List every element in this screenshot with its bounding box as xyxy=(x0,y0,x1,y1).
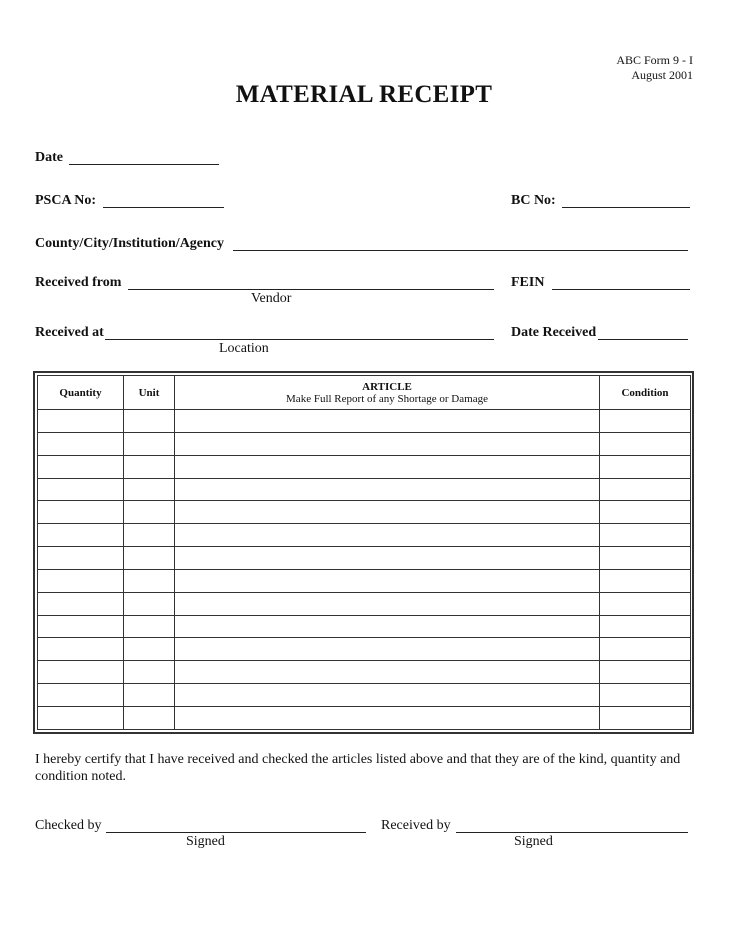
article-cell[interactable] xyxy=(175,547,600,570)
condition-cell[interactable] xyxy=(600,638,691,661)
article-cell[interactable] xyxy=(175,638,600,661)
table-header-row xyxy=(38,376,691,410)
unit-cell[interactable] xyxy=(124,569,175,592)
unit-cell[interactable] xyxy=(124,501,175,524)
condition-cell[interactable] xyxy=(600,706,691,729)
unit-cell[interactable] xyxy=(124,661,175,684)
article-cell[interactable] xyxy=(175,524,600,547)
fein-field[interactable] xyxy=(552,289,690,290)
date-received-field[interactable] xyxy=(598,339,688,340)
article-cell[interactable] xyxy=(175,592,600,615)
quantity-cell[interactable] xyxy=(38,661,124,684)
psca-field[interactable] xyxy=(103,207,224,208)
table-row xyxy=(38,684,691,707)
unit-cell[interactable] xyxy=(124,615,175,638)
article-cell[interactable] xyxy=(175,410,600,433)
table-row xyxy=(38,569,691,592)
table-row xyxy=(38,524,691,547)
checked-by-label: Checked by xyxy=(35,818,102,833)
table-row xyxy=(38,615,691,638)
page-title: MATERIAL RECEIPT xyxy=(235,81,493,108)
psca-label: PSCA No: xyxy=(35,193,97,208)
condition-cell[interactable] xyxy=(600,592,691,615)
agency-field[interactable] xyxy=(233,250,688,251)
articles-grid xyxy=(37,375,691,730)
agency-label: County/City/Institution/Agency xyxy=(35,236,225,251)
received-from-label: Received from xyxy=(35,275,122,290)
date-label: Date xyxy=(35,150,63,165)
quantity-cell[interactable] xyxy=(38,501,124,524)
table-row xyxy=(38,592,691,615)
table-row xyxy=(38,410,691,433)
condition-cell[interactable] xyxy=(600,501,691,524)
unit-cell[interactable] xyxy=(124,524,175,547)
received-from-field[interactable] xyxy=(128,289,494,290)
unit-cell[interactable] xyxy=(124,706,175,729)
col-condition: Condition xyxy=(600,376,691,410)
quantity-cell[interactable] xyxy=(38,410,124,433)
form-id xyxy=(616,53,693,83)
col-article-title: ARTICLE xyxy=(362,380,412,393)
table-row xyxy=(38,432,691,455)
article-cell[interactable] xyxy=(175,569,600,592)
quantity-cell[interactable] xyxy=(38,615,124,638)
condition-cell[interactable] xyxy=(600,478,691,501)
fein-label: FEIN xyxy=(511,275,545,290)
bc-label: BC No: xyxy=(511,193,556,208)
table-row xyxy=(38,478,691,501)
table-row xyxy=(38,547,691,570)
article-cell[interactable] xyxy=(175,661,600,684)
quantity-cell[interactable] xyxy=(38,592,124,615)
quantity-cell[interactable] xyxy=(38,547,124,570)
condition-cell[interactable] xyxy=(600,547,691,570)
table-row xyxy=(38,455,691,478)
checked-by-field[interactable] xyxy=(106,832,366,833)
condition-cell[interactable] xyxy=(600,432,691,455)
condition-cell[interactable] xyxy=(600,661,691,684)
quantity-cell[interactable] xyxy=(38,478,124,501)
condition-cell[interactable] xyxy=(600,524,691,547)
condition-cell[interactable] xyxy=(600,684,691,707)
article-cell[interactable] xyxy=(175,684,600,707)
received-at-field[interactable] xyxy=(105,339,494,340)
quantity-cell[interactable] xyxy=(38,684,124,707)
article-cell[interactable] xyxy=(175,706,600,729)
checked-by-signed-caption: Signed xyxy=(186,834,225,849)
table-row xyxy=(38,661,691,684)
article-cell[interactable] xyxy=(175,501,600,524)
col-quantity: Quantity xyxy=(38,376,124,410)
form-number: ABC Form 9 - I xyxy=(616,53,693,67)
quantity-cell[interactable] xyxy=(38,706,124,729)
unit-cell[interactable] xyxy=(124,410,175,433)
unit-cell[interactable] xyxy=(124,638,175,661)
quantity-cell[interactable] xyxy=(38,432,124,455)
article-cell[interactable] xyxy=(175,615,600,638)
certification-text: I hereby certify that I have received and checked the articles listed above and that they are of the kind, quantity and condition noted. xyxy=(35,752,681,784)
table-row xyxy=(38,638,691,661)
article-cell[interactable] xyxy=(175,455,600,478)
articles-table xyxy=(33,371,694,734)
unit-cell[interactable] xyxy=(124,432,175,455)
date-received-label: Date Received xyxy=(511,325,597,340)
col-unit: Unit xyxy=(124,376,175,410)
quantity-cell[interactable] xyxy=(38,569,124,592)
unit-cell[interactable] xyxy=(124,455,175,478)
received-at-label: Received at xyxy=(35,325,104,340)
received-by-field[interactable] xyxy=(456,832,688,833)
condition-cell[interactable] xyxy=(600,569,691,592)
bc-field[interactable] xyxy=(562,207,690,208)
vendor-caption: Vendor xyxy=(251,291,292,306)
quantity-cell[interactable] xyxy=(38,524,124,547)
received-by-label: Received by xyxy=(381,818,451,833)
table-row xyxy=(38,501,691,524)
received-by-signed-caption: Signed xyxy=(514,834,553,849)
unit-cell[interactable] xyxy=(124,478,175,501)
col-article xyxy=(175,376,600,410)
quantity-cell[interactable] xyxy=(38,638,124,661)
form-date: August 2001 xyxy=(631,68,693,82)
quantity-cell[interactable] xyxy=(38,455,124,478)
unit-cell[interactable] xyxy=(124,547,175,570)
unit-cell[interactable] xyxy=(124,684,175,707)
article-cell[interactable] xyxy=(175,432,600,455)
location-caption: Location xyxy=(219,341,269,356)
unit-cell[interactable] xyxy=(124,592,175,615)
table-row xyxy=(38,706,691,729)
col-article-subtitle: Make Full Report of any Shortage or Damage xyxy=(286,392,488,405)
article-cell[interactable] xyxy=(175,478,600,501)
date-field[interactable] xyxy=(69,164,219,165)
condition-cell[interactable] xyxy=(600,410,691,433)
condition-cell[interactable] xyxy=(600,455,691,478)
condition-cell[interactable] xyxy=(600,615,691,638)
